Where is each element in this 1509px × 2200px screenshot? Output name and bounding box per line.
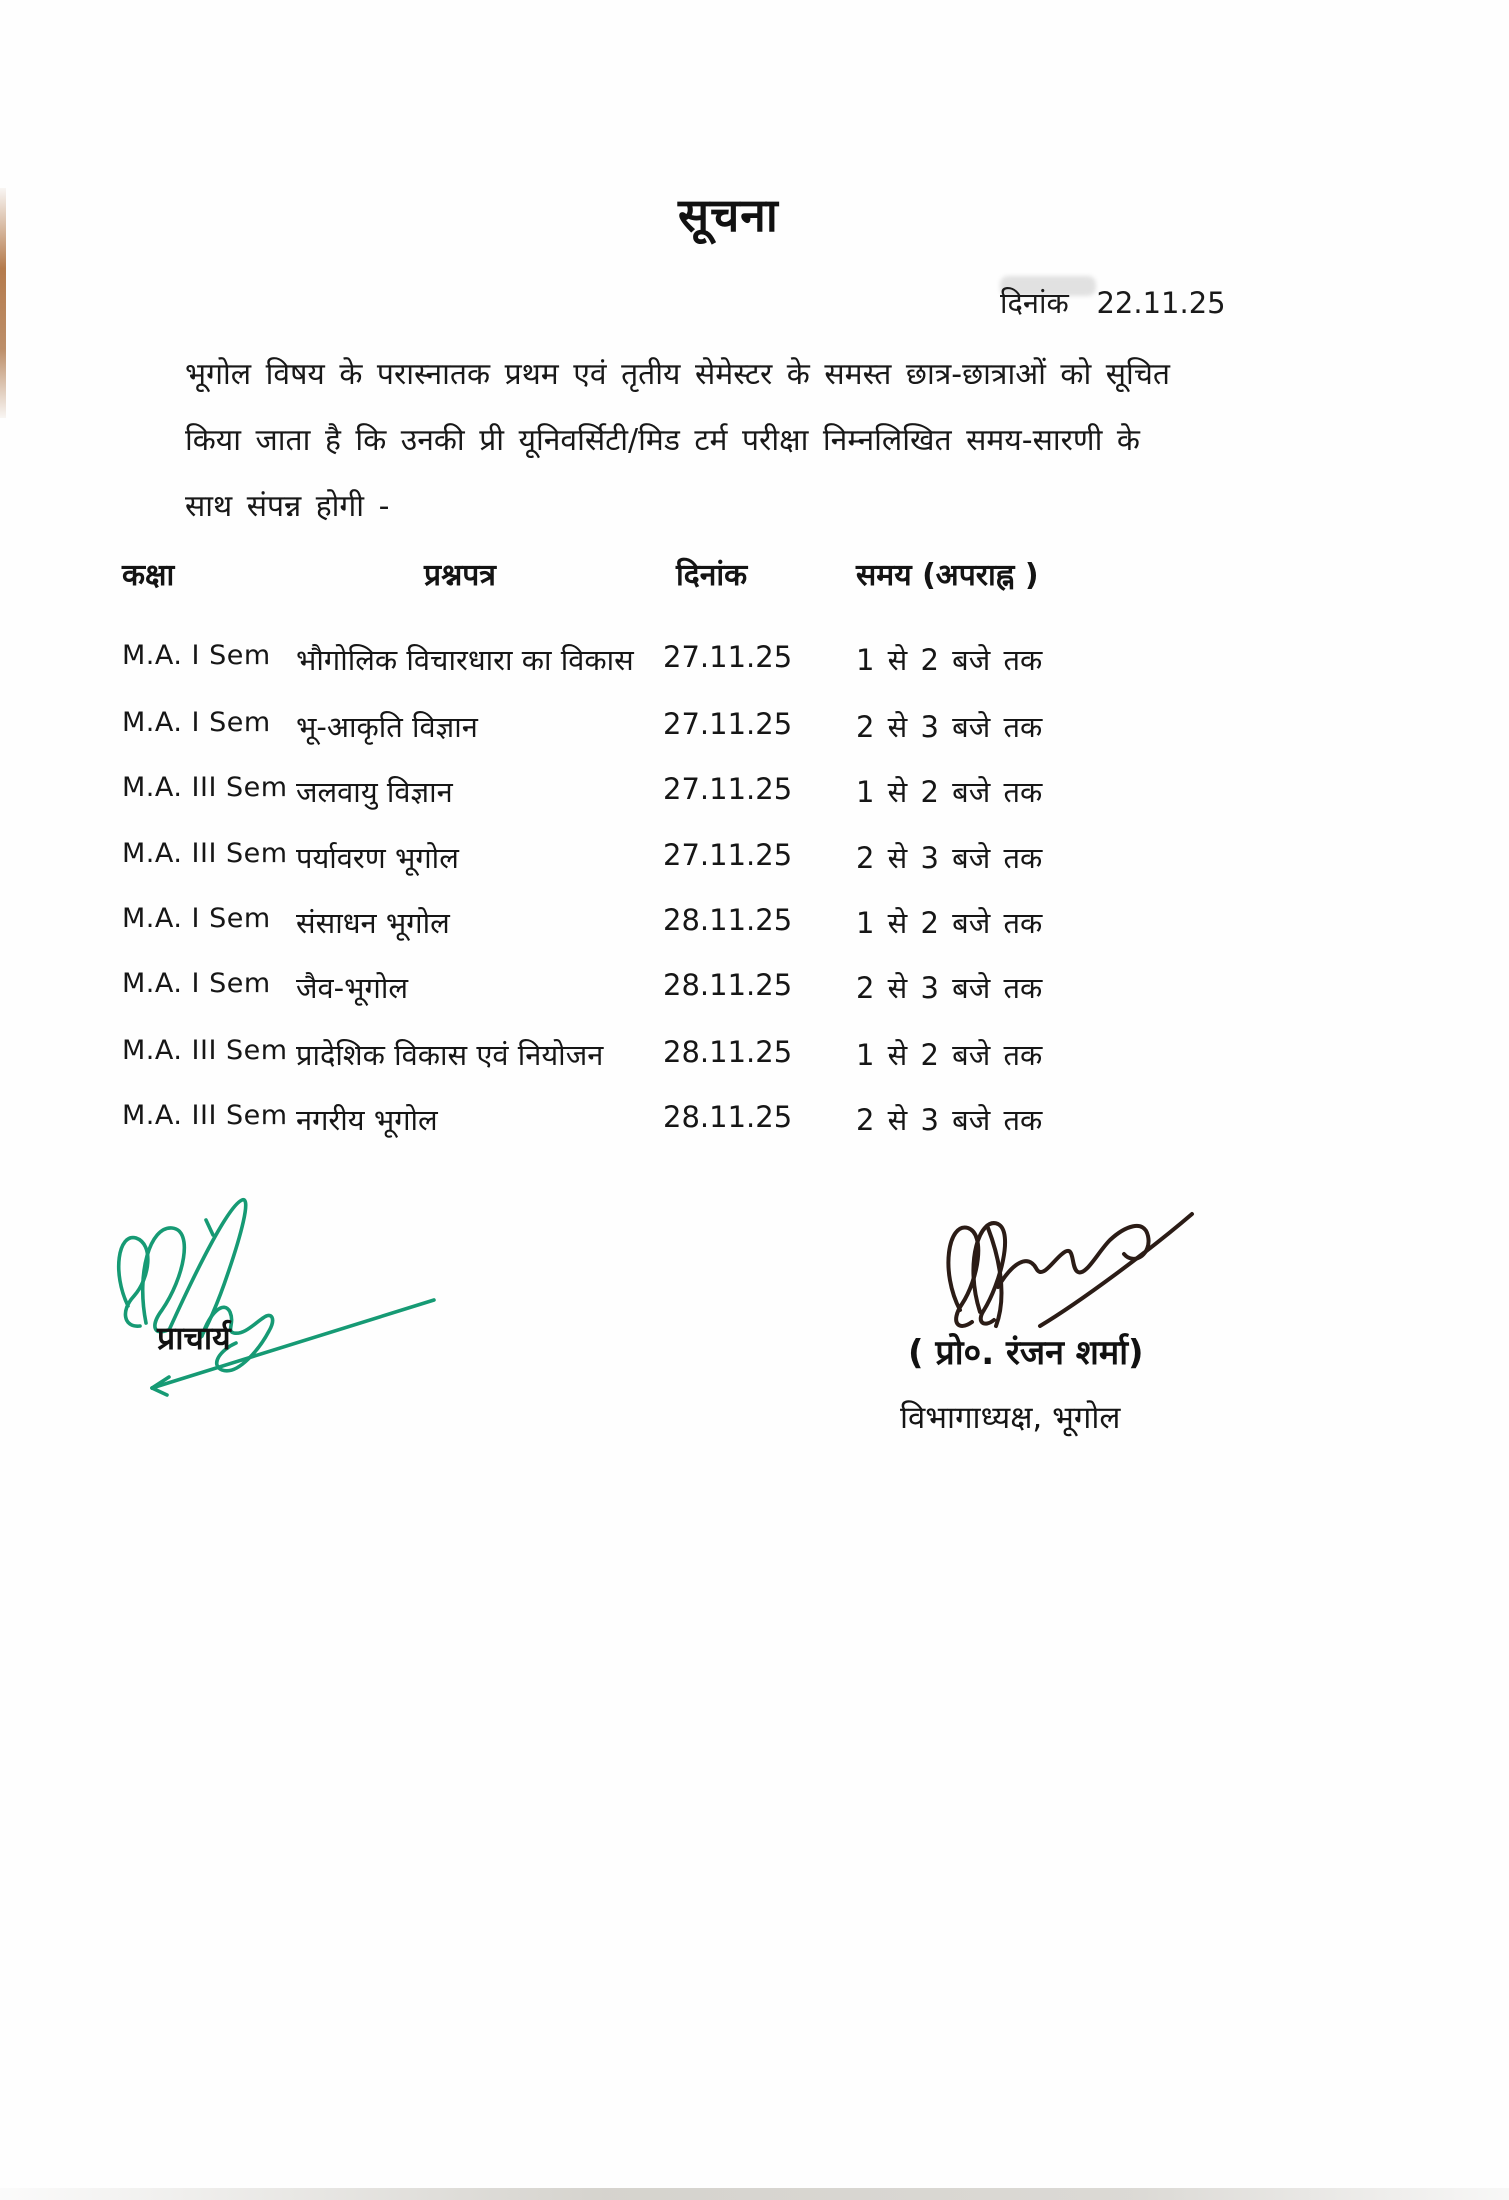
table-row-class: M.A. III Sem (122, 1100, 288, 1131)
table-row-paper: पर्यावरण भूगोल (296, 841, 459, 875)
principal-signature-ink (110, 1178, 455, 1408)
table-row-time: 2 से 3 बजे तक (856, 971, 1043, 1005)
table-row-paper: भौगोलिक विचारधारा का विकास (296, 643, 634, 677)
hod-signature-ink (928, 1192, 1208, 1342)
column-header-paper: प्रश्नपत्र (424, 558, 496, 593)
page-title: सूचना (678, 188, 779, 242)
table-row-time: 1 से 2 बजे तक (856, 906, 1043, 940)
body-paragraph-line: भूगोल विषय के परास्नातक प्रथम एवं तृतीय सेमेस्टर के समस्त छात्र-छात्राओं को सूचित (185, 357, 1170, 392)
date-line (1000, 283, 1226, 322)
column-header-date: दिनांक (676, 558, 748, 593)
table-row-time: 1 से 2 बजे तक (856, 1038, 1043, 1072)
table-row-class: M.A. I Sem (122, 640, 271, 671)
table-row-class: M.A. I Sem (122, 903, 271, 934)
table-row-class: M.A. III Sem (122, 838, 288, 869)
table-row-date: 27.11.25 (663, 640, 793, 674)
table-row-time: 2 से 3 बजे तक (856, 710, 1043, 744)
scan-edge-artifact (0, 188, 6, 418)
table-row-paper: संसाधन भूगोल (296, 906, 450, 940)
table-row-class: M.A. I Sem (122, 968, 271, 999)
table-row-class: M.A. III Sem (122, 772, 288, 803)
table-row-paper: प्रादेशिक विकास एवं नियोजन (296, 1038, 604, 1072)
column-header-class: कक्षा (122, 558, 175, 593)
table-row-paper: जलवायु विज्ञान (296, 775, 453, 809)
body-paragraph-line: साथ संपन्न होगी - (185, 489, 390, 524)
table-row-date: 28.11.25 (663, 1035, 793, 1069)
table-row-date: 27.11.25 (663, 707, 793, 741)
table-row-paper: नगरीय भूगोल (296, 1103, 438, 1137)
date-value: 22.11.25 (1096, 286, 1226, 320)
table-row-date: 28.11.25 (663, 1100, 793, 1134)
table-row-time: 2 से 3 बजे तक (856, 1103, 1043, 1137)
table-row-date: 28.11.25 (663, 903, 793, 937)
table-row-time: 1 से 2 बजे तक (856, 775, 1043, 809)
table-row-date: 27.11.25 (663, 772, 793, 806)
body-paragraph-line: किया जाता है कि उनकी प्री यूनिवर्सिटी/मिड टर्म परीक्षा निम्नलिखित समय-सारणी के (185, 423, 1140, 458)
table-row-class: M.A. I Sem (122, 707, 271, 738)
table-row-time: 2 से 3 बजे तक (856, 841, 1043, 875)
table-row-class: M.A. III Sem (122, 1035, 288, 1066)
table-row-paper: जैव-भूगोल (296, 971, 408, 1005)
scan-bottom-artifact (0, 2188, 1509, 2200)
principal-designation: प्राचार्य (157, 1319, 231, 1357)
table-row-date: 27.11.25 (663, 838, 793, 872)
table-row-time: 1 से 2 बजे तक (856, 643, 1043, 677)
table-row-paper: भू-आकृति विज्ञान (296, 710, 478, 744)
table-row-date: 28.11.25 (663, 968, 793, 1002)
column-header-time: समय (अपराह्न ) (856, 558, 1039, 593)
hod-name: ( प्रो०. रंजन शर्मा) (908, 1333, 1144, 1373)
date-label: दिनांक (1000, 286, 1069, 320)
hod-designation: विभागाध्यक्ष, भूगोल (900, 1400, 1121, 1436)
